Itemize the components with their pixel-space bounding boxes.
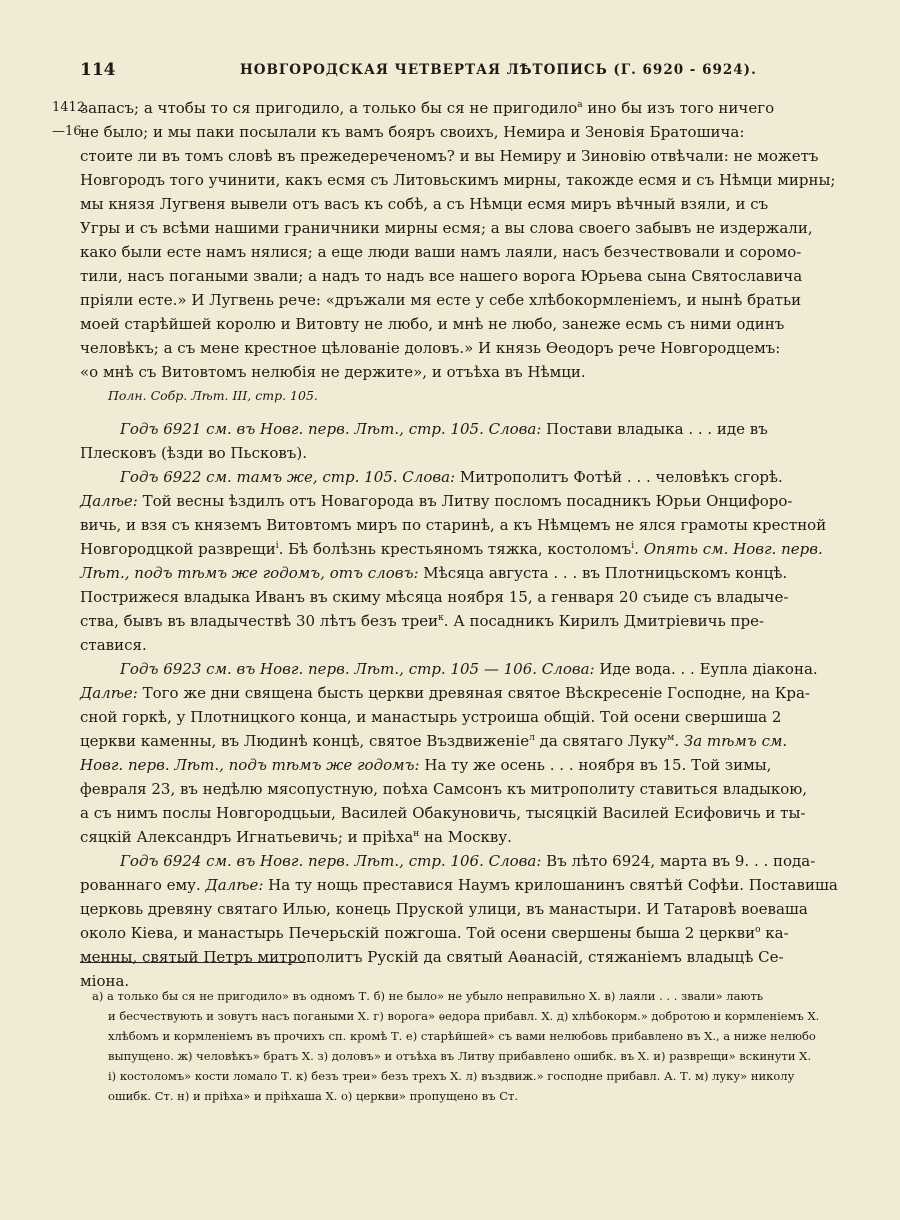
main-text <box>52 96 840 993</box>
text-line: а съ нимъ послы Новгородцьыи, Василей Обакуновичь, тысяцкій Василей Есифовичь и ты- <box>80 804 806 822</box>
footnotes <box>92 986 862 1106</box>
text-line: вичь, и взя съ княземъ Витовтомъ миръ по старинѣ, а къ Нѣмцемъ не ялся грамоты крестной <box>80 516 827 534</box>
text-line: церковь древяну святаго Илью, конець Пруской улици, въ манастыри. И Татаровѣ воеваша <box>80 900 808 918</box>
text-line: человѣкъ; а съ мене крестное цѣлованіе доловъ.» И князь Ѳеодоръ рече Новгородцемъ: <box>80 339 781 357</box>
text-line: стоите ли въ томъ словѣ въ прежедереченомъ? и вы Немиру и Зиновію отвѣчали: не можетъ <box>80 147 819 165</box>
year-entry-6924: Годъ 6924 см. въ Новг. перв. Лѣт., стр. 106. Слова: Въ лѣто 6924, марта въ 9. . . пода- <box>120 852 816 870</box>
margin-year-end: —16 <box>52 124 82 139</box>
footnote-line: ошибк. Ст. н) и пріѣха» и пріѣхаша Х. о) церкви» пропущено въ Ст. <box>108 1089 519 1103</box>
text-line: Угры и съ всѣми нашими граничники мирны есмя; а вы слова своего забывъ не издержали, <box>80 219 813 237</box>
footnote-line: и бесчествують и зовутъ насъ погаными Х. г) ворога» ѳедора прибавл. Х. д) хлѣбокорм.» добротою и кормленіемъ Х. <box>108 1009 820 1023</box>
text-line: Плесковъ (ѣзди во Пьсковъ). <box>80 444 308 462</box>
text-line: Лѣт., подъ тѣмъ же годомъ, отъ словъ: Мѣсяца августа . . . въ Плотницьскомъ концѣ. <box>80 564 788 582</box>
text-line: Новгородъ того учинити, какъ есмя съ Литовьскимъ мирны, такожде есмя и съ Нѣмци мирны; <box>80 171 836 189</box>
text-line: Новг. перв. Лѣт., подъ тѣмъ же годомъ: На ту же осень . . . ноября въ 15. Той зимы, <box>80 756 772 774</box>
text-line: сной горкѣ, у Плотницкого конца, и манастырь устроиша общій. Той осени свершиша 2 <box>80 708 782 726</box>
text-line: Пострижеся владыка Иванъ въ скиму мѣсяца ноября 15, а генваря 20 съиде съ владыче- <box>80 588 789 606</box>
text-line: церкви каменны, въ Людинѣ концѣ, святое Въздвиженіе$^л$ да святаго Луку$^м$. За тѣмъ см. <box>80 732 788 750</box>
text-line: февраля 23, въ недѣлю мясопустную, поѣха Самсонъ къ митрополиту ставиться владыкою, <box>80 780 808 798</box>
text-line: моей старѣйшей королю и Витовту не любо, и мнѣ не любо, занеже есмь съ ними одинъ <box>80 315 785 333</box>
text-line: ставися. <box>80 636 147 654</box>
year-entry-6922: Годъ 6922 см. тамъ же, стр. 105. Слова: Митрополитъ Фотѣй . . . человѣкъ сгорѣ. <box>120 468 783 486</box>
year-entry-6923: Годъ 6923 см. въ Новг. перв. Лѣт., стр. 105 — 106. Слова: Иде вода. . . Еупла діакона. <box>120 660 818 678</box>
footnote-line: хлѣбомъ и кормленіемъ въ прочихъ сп. кромѣ Т. е) старѣйшей» съ вами нелюбовь прибавлено въ Х., а ниже нелюбо <box>108 1029 816 1043</box>
running-title: НОВГОРОДСКАЯ ЧЕТВЕРТАЯ ЛѢТОПИСЬ (Г. 6920 - 6924). <box>240 62 757 78</box>
page-number: 114 <box>80 60 116 80</box>
footnote-line: выпущено. ж) человѣкъ» братъ Х. з) доловъ» и отъѣха въ Литву прибавлено ошибк. въ Х. и) разврещи» вскинути Х. <box>108 1049 811 1063</box>
text-line: 1412 запасъ; а чтобы то ся пригодило, а только бы ся не пригодило$^а$ ино бы изъ того ничего <box>80 96 840 120</box>
margin-year: 1412 <box>52 100 86 115</box>
year-entry-6921: Годъ 6921 см. въ Новг. перв. Лѣт., стр. 105. Слова: Постави владыка . . . иде въ <box>120 420 768 438</box>
text-line: ства, бывъ въ владычествѣ 30 лѣтъ безъ треи$^к$. А посадникъ Кирилъ Дмитріевичь пре- <box>80 612 765 630</box>
text-line: мы князя Лугвеня вывели отъ васъ къ собѣ, а съ Нѣмци есмя миръ вѣчный взяли, и съ <box>80 195 769 213</box>
text-line: «о мнѣ съ Витовтомъ нелюбія не держите», и отъѣха въ Нѣмци. <box>80 363 586 381</box>
page-header <box>80 60 820 84</box>
footnote-line: і) костоломъ» кости ломало Т. к) безъ треи» безъ трехъ Х. л) въздвиж.» господне прибавл. А. Т. м) луку» николу <box>108 1069 795 1083</box>
text-line: Далѣе: Той весны ѣздилъ отъ Новагорода въ Литву посломъ посадникъ Юрьи Онцифоро- <box>80 492 793 510</box>
footnote-divider <box>80 962 306 963</box>
text-line: около Кіева, и манастырь Печерьскій пожгоша. Той осени свершены быша 2 церкви$^о$ ка- <box>80 924 789 942</box>
text-line: Новгородцкой разврещи$^і$. Бѣ болѣзнь крестьяномъ тяжка, костоломъ$^і$. Опять см. Новг. перв. <box>80 540 823 558</box>
text-line: тили, насъ погаными звали; а надъ то надъ все нашего ворога Юрьева сына Святославича <box>80 267 803 285</box>
source-reference: Полн. Собр. Лѣт. III, стр. 105. <box>108 388 318 403</box>
text-line: міона. <box>80 972 130 990</box>
text-line: пріяли есте.» И Лугвень рече: «дръжали мя есте у себе хлѣбокормленіемъ, и нынѣ братьи <box>80 291 802 309</box>
text-line: менны, святый Петръ митрополитъ Рускій да святый Аѳанасій, стяжаніемъ владыцѣ Се- <box>80 948 784 966</box>
text-line: сяцкій Александръ Игнатьевичь; и пріѣха$^н$ на Москву. <box>80 828 512 846</box>
text-line: рованнаго ему. Далѣе: На ту нощь преставися Наумъ крилошанинъ святѣй Софѣи. Поставиша <box>80 876 838 894</box>
text-line: Далѣе: Того же дни священа бысть церкви древяная святое Вѣскресеніе Господне, на Кра- <box>80 684 811 702</box>
text-line: како были есте намъ нялися; а еще люди ваши намъ лаяли, насъ безчествовали и соромо- <box>80 243 802 261</box>
text-line: —16 не было; и мы паки посылали къ вамъ бояръ своихъ, Немира и Зеновія Братошича: <box>80 120 840 144</box>
footnote-line: а) а только бы ся не пригодило» въ одномъ Т. б) не было» не убыло неправильно Х. в) лаяли . . . звали» лають <box>92 989 764 1003</box>
